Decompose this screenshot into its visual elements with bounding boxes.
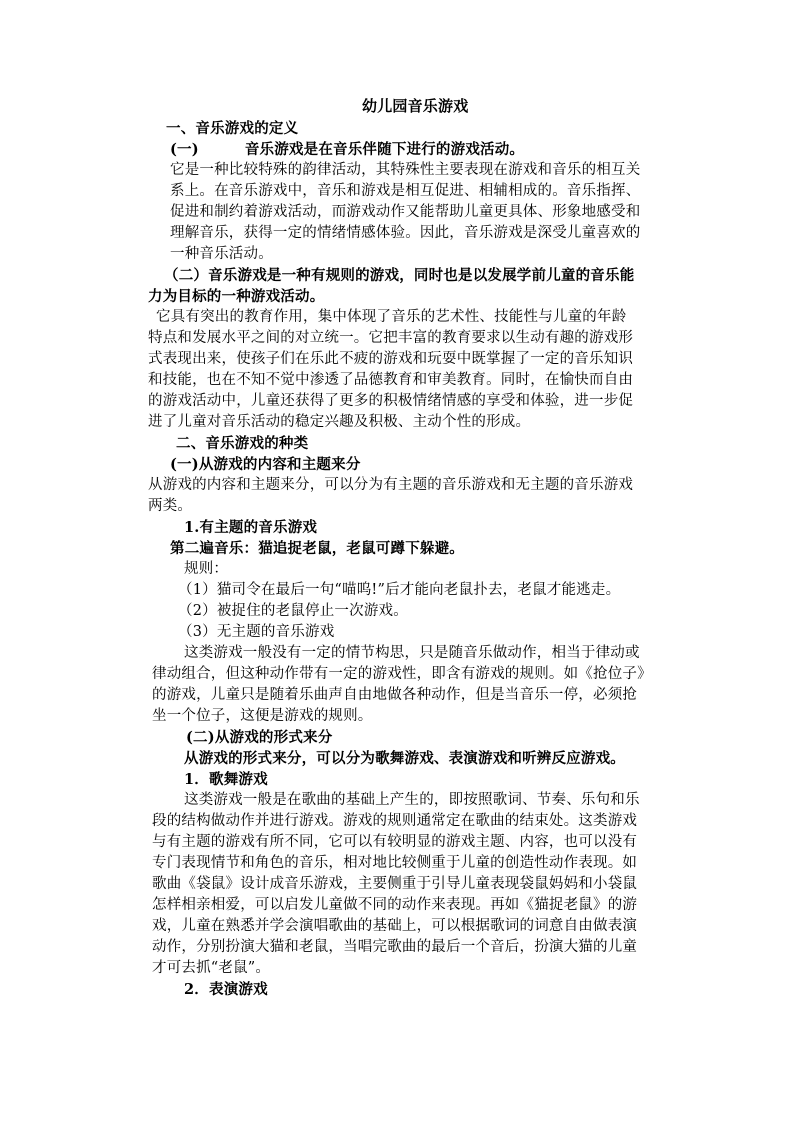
- rule-1: （1）猫司令在最后一句“喵呜!”后才能向老鼠扑去，老鼠才能逃走。: [178, 582, 621, 598]
- section-1-2-heading-cont: 力为目标的一种游戏活动。: [148, 288, 325, 305]
- item-1-line: 第二遍音乐：猫追捉老鼠，老鼠可蹲下躲避。: [170, 540, 464, 557]
- rule-3: （3）无主题的音乐游戏: [178, 624, 335, 640]
- paragraph-line: 特点和发展水平之间的对立统一。它把丰富的教育要求以生动有趣的游戏形: [148, 330, 634, 346]
- paragraph-line: 它是一种比较特殊的韵律活动，其特殊性主要表现在游戏和音乐的相互关: [170, 162, 641, 178]
- paragraph-line: 律动组合，但这种动作带有一定的游戏性，即含有游戏的规则。如《抢位子》: [152, 666, 652, 682]
- paragraph-line: 和技能，也在不知不觉中渗透了品德教育和审美教育。同时，在愉快而自由: [148, 372, 634, 388]
- paragraph-line: 动作，分别扮演大猫和老鼠，当唱完歌曲的最后一个音后，扮演大猫的儿童: [152, 939, 638, 955]
- paragraph-line: 才可去抓“老鼠”。: [152, 960, 271, 976]
- paragraph-line: 戏，儿童在熟悉并学会演唱歌曲的基础上，可以根据歌词的词意自由做表演: [152, 918, 638, 934]
- paragraph-line: 段的结构做动作并进行游戏。游戏的规则通常定在歌曲的结束处。这类游戏: [152, 813, 638, 829]
- paragraph-line: 的游戏活动中，儿童还获得了更多的积极情绪情感的享受和体验，进一步促: [148, 393, 634, 409]
- section-1-1-heading: [170, 139, 524, 160]
- paragraph-line: 从游戏的内容和主题来分，可以分为有主题的音乐游戏和无主题的音乐游戏: [148, 477, 634, 493]
- section-2-heading: 二、音乐游戏的种类: [176, 435, 309, 452]
- paragraph-line: 歌曲《袋鼠》设计成音乐游戏，主要侧重于引导儿童表现袋鼠妈妈和小袋鼠: [152, 876, 638, 892]
- paragraph-line: 式表现出来，使孩子们在乐此不疲的游戏和玩耍中既掌握了一定的音乐知识: [148, 351, 634, 367]
- paragraph-line: 它具有突出的教育作用，集中体现了音乐的艺术性、技能性与儿童的年龄: [156, 309, 627, 325]
- paragraph-line: 坐一个位子，这便是游戏的规则。: [152, 708, 373, 724]
- paragraph-line: 的游戏，儿童只是随着乐曲声自由地做各种动作，但是当音乐一停，必须抢: [152, 687, 638, 703]
- paragraph-line: 两类。: [148, 498, 193, 514]
- section-1-heading: 一、音乐游戏的定义: [166, 120, 299, 137]
- doc-title: 幼儿园音乐游戏: [362, 97, 469, 115]
- rules-label: 规则：: [184, 561, 229, 577]
- section-1-2-heading: （二）音乐游戏是一种有规则的游戏，同时也是以发展学前儿童的音乐能: [164, 267, 635, 284]
- paragraph-line: 一种音乐活动。: [170, 246, 273, 262]
- paragraph-line: 系上。在音乐游戏中，音乐和游戏是相互促进、相辅相成的。音乐指挥、: [170, 183, 641, 199]
- rule-2: （2）被捉住的老鼠停止一次游戏。: [178, 603, 408, 619]
- section-2-2-heading: (二)从游戏的形式来分: [186, 729, 333, 746]
- section-1-1-text: 音乐游戏是在音乐伴随下进行的游戏活动。: [244, 141, 525, 158]
- item-1-heading: 1.有主题的音乐游戏: [184, 519, 318, 536]
- item-dance-heading: 1．歌舞游戏: [184, 771, 268, 788]
- paragraph-line: 进了儿童对音乐活动的稳定兴趣及积极、主动个性的形成。: [148, 414, 531, 430]
- paragraph-line: 促进和制约着游戏活动，而游戏动作又能帮助儿童更具体、形象地感受和: [170, 204, 641, 220]
- paragraph-line: 怎样相亲相爱，可以启发儿童做不同的动作来表现。再如《猫捉老鼠》的游: [152, 897, 638, 913]
- paragraph-line: 与有主题的游戏有所不同，它可以有较明显的游戏主题、内容，也可以没有: [152, 834, 638, 850]
- section-1-1-number: (一): [170, 141, 199, 158]
- section-2-2-line: 从游戏的形式来分，可以分为歌舞游戏、表演游戏和听辨反应游戏。: [184, 750, 625, 767]
- paragraph-line: 这类游戏一般是在歌曲的基础上产生的，即按照歌词、节奏、乐句和乐: [184, 792, 640, 808]
- paragraph-line: 这类游戏一般没有一定的情节构思，只是随音乐做动作，相当于律动或: [184, 645, 640, 661]
- item-perform-heading: 2．表演游戏: [184, 981, 268, 998]
- section-2-1-heading: (一)从游戏的内容和主题来分: [170, 456, 361, 473]
- paragraph-line: 专门表现情节和角色的音乐，相对地比较侧重于儿童的创造性动作表现。如: [152, 855, 638, 871]
- paragraph-line: 理解音乐，获得一定的情绪情感体验。因此，音乐游戏是深受儿童喜欢的: [170, 225, 641, 241]
